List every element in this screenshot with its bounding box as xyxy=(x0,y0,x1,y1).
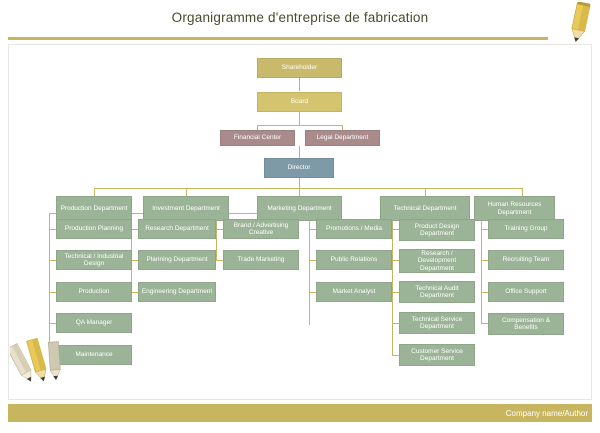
connector-trade-marketing xyxy=(216,260,223,261)
node-label: Technical / Industrial Design xyxy=(64,252,124,267)
node-financial-center[interactable] xyxy=(220,130,295,146)
connector-dept-investment-drop xyxy=(186,188,187,196)
connector-dept-technical-drop xyxy=(425,188,426,196)
node-label: Technical Service Department xyxy=(411,315,463,330)
node-label: Planning Department xyxy=(146,256,208,264)
node-market-analyst[interactable] xyxy=(316,282,392,302)
node-label: Production Planning xyxy=(64,225,124,233)
title-divider xyxy=(8,37,548,40)
node-label: Marketing Department xyxy=(267,204,332,212)
diagram-canvas xyxy=(8,44,592,400)
page-title: Organigramme d'entreprise de fabrication xyxy=(171,10,429,25)
node-label: Technical Audit Department xyxy=(415,284,459,299)
node-production[interactable] xyxy=(56,282,132,302)
node-customer-service-department[interactable] xyxy=(399,344,475,366)
node-label: Market Analyst xyxy=(332,288,376,296)
node-label: Product Design Department xyxy=(414,222,460,237)
node-label: Investment Department xyxy=(152,204,220,212)
connector-office-support xyxy=(481,292,488,293)
node-label: Financial Center xyxy=(233,134,282,142)
node-label: Legal Department xyxy=(316,134,369,142)
node-trade-marketing[interactable] xyxy=(223,250,299,270)
node-label: Production xyxy=(78,288,110,296)
node-label: QA Manager xyxy=(75,319,113,327)
node-label: Promotions / Media xyxy=(326,225,382,233)
connector-dept-marketing-drop xyxy=(299,188,300,196)
node-production-planning[interactable] xyxy=(56,219,132,239)
node-director[interactable] xyxy=(264,158,334,178)
connector-product-design xyxy=(392,229,399,230)
connector-qa-manager xyxy=(49,323,56,324)
connector-technical-design xyxy=(49,260,56,261)
connector-department-bus xyxy=(94,188,522,189)
connector-public-relations xyxy=(309,260,316,261)
connector-technical-audit xyxy=(392,292,399,293)
connector-production-planning xyxy=(49,229,56,230)
connector-shareholder-board xyxy=(299,78,300,91)
node-technical-department[interactable] xyxy=(380,196,470,221)
node-brand-advertising-creative[interactable] xyxy=(223,219,299,239)
node-shareholder[interactable] xyxy=(257,58,342,78)
node-research-department[interactable] xyxy=(138,219,216,239)
node-label: Shareholder xyxy=(281,64,318,72)
node-product-design-department[interactable] xyxy=(399,219,475,241)
connector-engineering-department xyxy=(131,292,138,293)
connector-production-spine xyxy=(49,213,50,355)
connector-promotions-media xyxy=(309,229,316,230)
node-label: Human Resources Department xyxy=(487,201,542,216)
connector-dept-production-drop xyxy=(94,188,95,196)
node-label: Recruiting Team xyxy=(502,256,550,264)
node-promotions-media[interactable] xyxy=(316,219,392,239)
connector-brand-advertising xyxy=(216,229,223,230)
node-recruiting-team[interactable] xyxy=(488,250,564,270)
node-technical-industrial-design[interactable] xyxy=(56,250,132,270)
connector-research-department xyxy=(131,229,138,230)
node-training-group[interactable] xyxy=(488,219,564,239)
node-label: Engineering Department xyxy=(141,288,213,296)
title-bar xyxy=(0,0,600,40)
node-office-support[interactable] xyxy=(488,282,564,302)
connector-board-finlegal xyxy=(299,112,300,125)
connector-training-group xyxy=(481,229,488,230)
node-research-development-department[interactable] xyxy=(399,249,475,273)
connector-finlegal-director xyxy=(299,146,300,158)
node-engineering-department[interactable] xyxy=(138,282,216,302)
node-technical-service-department[interactable] xyxy=(399,312,475,334)
connector-planning-department xyxy=(131,260,138,261)
connector-dept-hr-drop xyxy=(522,188,523,196)
pencils-icon xyxy=(10,336,80,403)
node-label: Technical Department xyxy=(393,204,457,212)
node-legal-department[interactable] xyxy=(305,130,380,146)
footer-credit: Company name/Author xyxy=(505,409,588,418)
node-label: Training Group xyxy=(504,225,548,233)
connector-recruiting-team xyxy=(481,260,488,261)
node-label: Office Support xyxy=(505,288,547,296)
connector-director-drop xyxy=(299,178,300,188)
node-technical-audit-department[interactable] xyxy=(399,281,475,303)
connector-compensation-benefits xyxy=(481,323,488,324)
node-investment-department[interactable] xyxy=(143,196,229,221)
node-label: Maintenance xyxy=(75,351,113,359)
node-label: Brand / Advertising Creative xyxy=(233,221,289,236)
node-human-resources-department[interactable] xyxy=(474,196,555,221)
node-compensation-benefits[interactable] xyxy=(488,313,564,335)
node-marketing-department[interactable] xyxy=(257,196,342,221)
connector-market-analyst xyxy=(309,292,316,293)
node-label: Customer Service Department xyxy=(411,347,463,362)
node-label: Compensation & Benefits xyxy=(501,316,551,331)
node-label: Research / Development Department xyxy=(417,249,457,272)
connector-technical-spine xyxy=(392,213,393,355)
node-board[interactable] xyxy=(257,92,342,112)
node-label: Director xyxy=(287,164,311,172)
node-production-department[interactable] xyxy=(56,196,132,221)
connector-technical-service xyxy=(392,323,399,324)
footer-bar xyxy=(8,408,592,422)
node-planning-department[interactable] xyxy=(138,250,216,270)
connector-research-development xyxy=(392,260,399,261)
node-qa-manager[interactable] xyxy=(56,313,132,333)
node-label: Production Department xyxy=(60,204,128,212)
connector-customer-service xyxy=(392,355,399,356)
connector-production-sub xyxy=(49,292,56,293)
node-label: Board xyxy=(290,98,309,106)
node-label: Trade Marketing xyxy=(237,256,285,264)
node-label: Public Relations xyxy=(330,256,378,264)
node-public-relations[interactable] xyxy=(316,250,392,270)
node-label: Research Department xyxy=(145,225,209,233)
connector-finlegal-bus xyxy=(257,125,342,126)
